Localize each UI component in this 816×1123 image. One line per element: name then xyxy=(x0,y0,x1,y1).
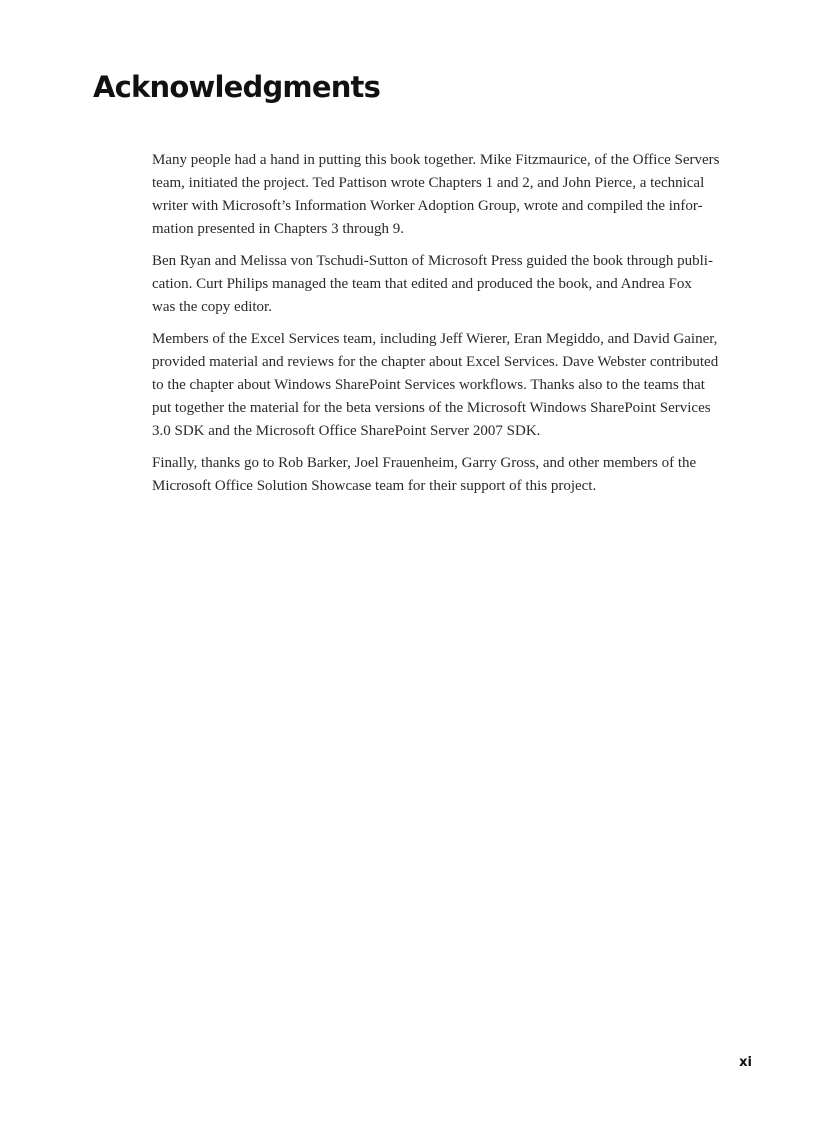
text-line: put together the material for the beta versions of the Microsoft Windows SharePoint Services xyxy=(152,400,711,416)
text-line: provided material and reviews for the chapter about Excel Services. Dave Webster contributed xyxy=(152,354,719,370)
text-line: writer with Microsoft’s Information Worker Adoption Group, wrote and compiled the infor- xyxy=(152,198,703,214)
text-line: to the chapter about Windows SharePoint Services workflows. Thanks also to the teams that xyxy=(152,377,705,393)
acknowledgments-body xyxy=(152,149,752,507)
text-line: was the copy editor. xyxy=(152,299,272,315)
text-line: Many people had a hand in putting this book together. Mike Fitzmaurice, of the Office Servers xyxy=(152,152,720,168)
text-line: Microsoft Office Solution Showcase team for their support of this project. xyxy=(152,478,597,494)
paragraph-1 xyxy=(152,149,752,241)
page-title: Acknowledgments xyxy=(93,70,381,104)
text-line: 3.0 SDK and the Microsoft Office SharePoint Server 2007 SDK. xyxy=(152,423,541,439)
paragraph-3 xyxy=(152,328,752,443)
text-line: cation. Curt Philips managed the team that edited and produced the book, and Andrea Fox xyxy=(152,276,692,292)
text-line: Finally, thanks go to Rob Barker, Joel Frauenheim, Garry Gross, and other members of the xyxy=(152,455,697,471)
text-line: mation presented in Chapters 3 through 9. xyxy=(152,221,405,237)
text-line: Members of the Excel Services team, including Jeff Wierer, Eran Megiddo, and David Gainer, xyxy=(152,331,718,347)
text-line: Ben Ryan and Melissa von Tschudi-Sutton of Microsoft Press guided the book through publi- xyxy=(152,253,713,269)
page-number: xi xyxy=(739,1055,752,1070)
text-line: team, initiated the project. Ted Pattison wrote Chapters 1 and 2, and John Pierce, a technical xyxy=(152,175,705,191)
paragraph-2 xyxy=(152,250,752,319)
paragraph-4 xyxy=(152,452,752,498)
